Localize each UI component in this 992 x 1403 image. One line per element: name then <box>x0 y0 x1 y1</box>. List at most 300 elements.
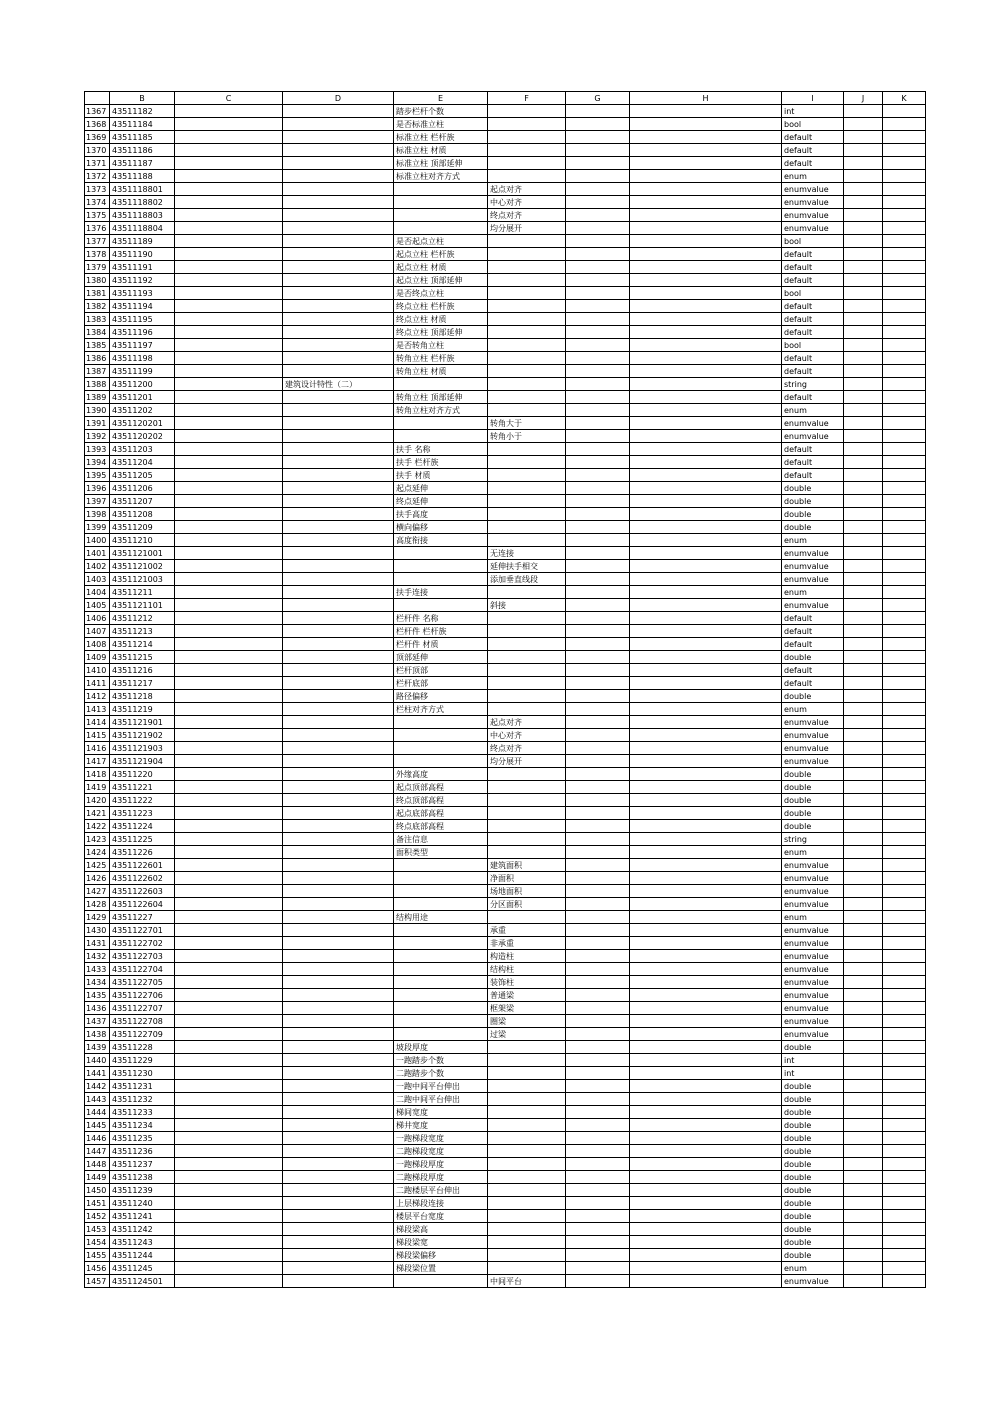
cell-f[interactable] <box>488 521 566 534</box>
row-number[interactable]: 1457 <box>85 1275 110 1288</box>
cell-d[interactable] <box>283 781 394 794</box>
row-number[interactable]: 1456 <box>85 1262 110 1275</box>
cell-h[interactable] <box>630 547 782 560</box>
cell-i[interactable]: default <box>782 443 844 456</box>
cell-b[interactable]: 43511197 <box>110 339 175 352</box>
cell-f[interactable] <box>488 404 566 417</box>
cell-b[interactable]: 4351120201 <box>110 417 175 430</box>
cell-e[interactable] <box>394 1028 488 1041</box>
cell-h[interactable] <box>630 755 782 768</box>
cell-c[interactable] <box>175 196 283 209</box>
cell-h[interactable] <box>630 573 782 586</box>
cell-i[interactable]: enumvalue <box>782 560 844 573</box>
cell-i[interactable]: default <box>782 144 844 157</box>
cell-k[interactable] <box>883 872 926 885</box>
cell-g[interactable] <box>566 521 630 534</box>
cell-e[interactable] <box>394 378 488 391</box>
cell-k[interactable] <box>883 391 926 404</box>
cell-f[interactable] <box>488 469 566 482</box>
cell-j[interactable] <box>844 742 883 755</box>
cell-d[interactable] <box>283 625 394 638</box>
cell-h[interactable] <box>630 976 782 989</box>
cell-f[interactable]: 装饰柱 <box>488 976 566 989</box>
cell-g[interactable] <box>566 1080 630 1093</box>
row-number[interactable]: 1374 <box>85 196 110 209</box>
row-number[interactable]: 1370 <box>85 144 110 157</box>
cell-h[interactable] <box>630 794 782 807</box>
cell-h[interactable] <box>630 599 782 612</box>
cell-h[interactable] <box>630 469 782 482</box>
cell-h[interactable] <box>630 716 782 729</box>
cell-c[interactable] <box>175 118 283 131</box>
cell-d[interactable] <box>283 573 394 586</box>
cell-f[interactable]: 添加垂直线段 <box>488 573 566 586</box>
cell-i[interactable]: enumvalue <box>782 755 844 768</box>
cell-e[interactable]: 转角立柱 栏杆族 <box>394 352 488 365</box>
cell-g[interactable] <box>566 950 630 963</box>
cell-b[interactable]: 43511205 <box>110 469 175 482</box>
cell-j[interactable] <box>844 534 883 547</box>
cell-f[interactable] <box>488 144 566 157</box>
cell-g[interactable] <box>566 768 630 781</box>
cell-k[interactable] <box>883 625 926 638</box>
cell-g[interactable] <box>566 716 630 729</box>
cell-h[interactable] <box>630 313 782 326</box>
cell-f[interactable] <box>488 1223 566 1236</box>
cell-c[interactable] <box>175 1275 283 1288</box>
cell-j[interactable] <box>844 1054 883 1067</box>
cell-k[interactable] <box>883 404 926 417</box>
cell-c[interactable] <box>175 1132 283 1145</box>
cell-c[interactable] <box>175 1119 283 1132</box>
cell-g[interactable] <box>566 170 630 183</box>
cell-f[interactable] <box>488 1158 566 1171</box>
cell-j[interactable] <box>844 820 883 833</box>
cell-j[interactable] <box>844 157 883 170</box>
cell-h[interactable] <box>630 781 782 794</box>
cell-d[interactable] <box>283 118 394 131</box>
cell-g[interactable] <box>566 417 630 430</box>
cell-i[interactable]: double <box>782 820 844 833</box>
cell-c[interactable] <box>175 1158 283 1171</box>
row-number[interactable]: 1413 <box>85 703 110 716</box>
cell-f[interactable] <box>488 170 566 183</box>
cell-k[interactable] <box>883 781 926 794</box>
cell-j[interactable] <box>844 1236 883 1249</box>
cell-b[interactable]: 43511203 <box>110 443 175 456</box>
cell-d[interactable] <box>283 365 394 378</box>
row-number[interactable]: 1405 <box>85 599 110 612</box>
cell-g[interactable] <box>566 911 630 924</box>
cell-i[interactable]: string <box>782 833 844 846</box>
cell-d[interactable] <box>283 820 394 833</box>
cell-b[interactable]: 43511188 <box>110 170 175 183</box>
row-number[interactable]: 1371 <box>85 157 110 170</box>
row-number[interactable]: 1431 <box>85 937 110 950</box>
cell-i[interactable]: enumvalue <box>782 859 844 872</box>
cell-c[interactable] <box>175 365 283 378</box>
row-number[interactable]: 1430 <box>85 924 110 937</box>
cell-f[interactable]: 终点对齐 <box>488 209 566 222</box>
row-number[interactable]: 1435 <box>85 989 110 1002</box>
cell-d[interactable] <box>283 144 394 157</box>
cell-c[interactable] <box>175 1223 283 1236</box>
cell-d[interactable] <box>283 196 394 209</box>
cell-k[interactable] <box>883 1210 926 1223</box>
cell-h[interactable] <box>630 1119 782 1132</box>
cell-f[interactable] <box>488 703 566 716</box>
cell-i[interactable]: double <box>782 1223 844 1236</box>
cell-g[interactable] <box>566 664 630 677</box>
row-number[interactable]: 1424 <box>85 846 110 859</box>
cell-e[interactable]: 终点顶部高程 <box>394 794 488 807</box>
cell-i[interactable]: double <box>782 1080 844 1093</box>
cell-k[interactable] <box>883 768 926 781</box>
cell-h[interactable] <box>630 339 782 352</box>
cell-c[interactable] <box>175 391 283 404</box>
cell-k[interactable] <box>883 924 926 937</box>
cell-g[interactable] <box>566 872 630 885</box>
cell-b[interactable]: 4351122708 <box>110 1015 175 1028</box>
cell-f[interactable] <box>488 846 566 859</box>
cell-k[interactable] <box>883 1002 926 1015</box>
cell-j[interactable] <box>844 625 883 638</box>
cell-e[interactable]: 二跑梯段厚度 <box>394 1171 488 1184</box>
cell-e[interactable] <box>394 547 488 560</box>
cell-j[interactable] <box>844 651 883 664</box>
cell-e[interactable] <box>394 950 488 963</box>
cell-c[interactable] <box>175 859 283 872</box>
cell-f[interactable] <box>488 820 566 833</box>
row-number[interactable]: 1417 <box>85 755 110 768</box>
cell-f[interactable] <box>488 1041 566 1054</box>
cell-k[interactable] <box>883 339 926 352</box>
cell-f[interactable] <box>488 1145 566 1158</box>
cell-i[interactable]: double <box>782 1041 844 1054</box>
cell-d[interactable] <box>283 534 394 547</box>
cell-d[interactable] <box>283 131 394 144</box>
cell-k[interactable] <box>883 937 926 950</box>
cell-e[interactable]: 扶手 名称 <box>394 443 488 456</box>
cell-j[interactable] <box>844 898 883 911</box>
cell-g[interactable] <box>566 781 630 794</box>
row-number[interactable]: 1439 <box>85 1041 110 1054</box>
cell-h[interactable] <box>630 183 782 196</box>
cell-f[interactable] <box>488 365 566 378</box>
cell-c[interactable] <box>175 1197 283 1210</box>
cell-j[interactable] <box>844 1249 883 1262</box>
cell-i[interactable]: double <box>782 1132 844 1145</box>
cell-e[interactable]: 扶手 材质 <box>394 469 488 482</box>
cell-d[interactable] <box>283 170 394 183</box>
cell-g[interactable] <box>566 508 630 521</box>
cell-j[interactable] <box>844 1093 883 1106</box>
cell-d[interactable] <box>283 404 394 417</box>
cell-e[interactable]: 栏杆底部 <box>394 677 488 690</box>
cell-h[interactable] <box>630 586 782 599</box>
cell-i[interactable]: default <box>782 664 844 677</box>
cell-h[interactable] <box>630 1054 782 1067</box>
row-number[interactable]: 1418 <box>85 768 110 781</box>
row-number[interactable]: 1402 <box>85 560 110 573</box>
cell-i[interactable]: enumvalue <box>782 417 844 430</box>
cell-g[interactable] <box>566 586 630 599</box>
cell-f[interactable] <box>488 287 566 300</box>
cell-e[interactable] <box>394 209 488 222</box>
cell-h[interactable] <box>630 196 782 209</box>
cell-d[interactable] <box>283 911 394 924</box>
cell-c[interactable] <box>175 287 283 300</box>
cell-f[interactable] <box>488 105 566 118</box>
cell-k[interactable] <box>883 1028 926 1041</box>
cell-g[interactable] <box>566 404 630 417</box>
cell-k[interactable] <box>883 586 926 599</box>
cell-g[interactable] <box>566 1041 630 1054</box>
cell-f[interactable] <box>488 235 566 248</box>
cell-j[interactable] <box>844 404 883 417</box>
cell-b[interactable]: 4351121101 <box>110 599 175 612</box>
cell-i[interactable]: double <box>782 807 844 820</box>
cell-e[interactable]: 梯段梁位置 <box>394 1262 488 1275</box>
cell-h[interactable] <box>630 989 782 1002</box>
cell-d[interactable] <box>283 326 394 339</box>
cell-c[interactable] <box>175 326 283 339</box>
cell-e[interactable] <box>394 872 488 885</box>
cell-h[interactable] <box>630 1002 782 1015</box>
cell-j[interactable] <box>844 859 883 872</box>
cell-f[interactable] <box>488 1067 566 1080</box>
cell-h[interactable] <box>630 521 782 534</box>
cell-j[interactable] <box>844 1080 883 1093</box>
cell-g[interactable] <box>566 1184 630 1197</box>
cell-d[interactable] <box>283 807 394 820</box>
cell-e[interactable]: 终点延伸 <box>394 495 488 508</box>
cell-d[interactable] <box>283 755 394 768</box>
cell-h[interactable] <box>630 105 782 118</box>
cell-e[interactable]: 一跑中间平台伸出 <box>394 1080 488 1093</box>
cell-h[interactable] <box>630 937 782 950</box>
cell-d[interactable] <box>283 521 394 534</box>
cell-d[interactable] <box>283 287 394 300</box>
cell-e[interactable]: 高度衔接 <box>394 534 488 547</box>
cell-b[interactable]: 43511239 <box>110 1184 175 1197</box>
cell-j[interactable] <box>844 872 883 885</box>
cell-e[interactable]: 是否起点立柱 <box>394 235 488 248</box>
cell-d[interactable] <box>283 989 394 1002</box>
cell-f[interactable] <box>488 1262 566 1275</box>
row-number[interactable]: 1434 <box>85 976 110 989</box>
cell-e[interactable]: 二跑梯段宽度 <box>394 1145 488 1158</box>
cell-j[interactable] <box>844 677 883 690</box>
row-number[interactable]: 1387 <box>85 365 110 378</box>
cell-e[interactable]: 标准立柱 顶部延伸 <box>394 157 488 170</box>
cell-g[interactable] <box>566 1119 630 1132</box>
cell-e[interactable]: 扶手连接 <box>394 586 488 599</box>
cell-d[interactable] <box>283 794 394 807</box>
cell-j[interactable] <box>844 1028 883 1041</box>
column-header-h[interactable]: H <box>630 92 782 105</box>
cell-k[interactable] <box>883 326 926 339</box>
cell-f[interactable] <box>488 1106 566 1119</box>
cell-b[interactable]: 43511190 <box>110 248 175 261</box>
row-number[interactable]: 1383 <box>85 313 110 326</box>
cell-e[interactable]: 转角立柱 顶部延伸 <box>394 391 488 404</box>
cell-j[interactable] <box>844 1262 883 1275</box>
cell-g[interactable] <box>566 846 630 859</box>
cell-g[interactable] <box>566 534 630 547</box>
cell-j[interactable] <box>844 170 883 183</box>
cell-i[interactable]: enumvalue <box>782 885 844 898</box>
cell-i[interactable]: default <box>782 365 844 378</box>
row-number[interactable]: 1385 <box>85 339 110 352</box>
cell-i[interactable]: default <box>782 157 844 170</box>
cell-h[interactable] <box>630 1197 782 1210</box>
cell-d[interactable] <box>283 846 394 859</box>
cell-g[interactable] <box>566 326 630 339</box>
column-header-f[interactable]: F <box>488 92 566 105</box>
row-number[interactable]: 1393 <box>85 443 110 456</box>
cell-d[interactable] <box>283 703 394 716</box>
cell-c[interactable] <box>175 183 283 196</box>
cell-k[interactable] <box>883 599 926 612</box>
cell-k[interactable] <box>883 1015 926 1028</box>
cell-b[interactable]: 43511184 <box>110 118 175 131</box>
cell-d[interactable] <box>283 1171 394 1184</box>
cell-h[interactable] <box>630 1067 782 1080</box>
cell-i[interactable]: double <box>782 781 844 794</box>
cell-i[interactable]: default <box>782 274 844 287</box>
cell-g[interactable] <box>566 261 630 274</box>
cell-d[interactable] <box>283 183 394 196</box>
cell-f[interactable] <box>488 1054 566 1067</box>
row-number[interactable]: 1438 <box>85 1028 110 1041</box>
cell-j[interactable] <box>844 417 883 430</box>
cell-c[interactable] <box>175 820 283 833</box>
cell-b[interactable]: 43511222 <box>110 794 175 807</box>
cell-h[interactable] <box>630 326 782 339</box>
cell-b[interactable]: 43511221 <box>110 781 175 794</box>
cell-i[interactable]: enumvalue <box>782 872 844 885</box>
cell-j[interactable] <box>844 664 883 677</box>
cell-d[interactable] <box>283 1054 394 1067</box>
cell-b[interactable]: 43511192 <box>110 274 175 287</box>
row-number[interactable]: 1453 <box>85 1223 110 1236</box>
row-number[interactable]: 1425 <box>85 859 110 872</box>
cell-i[interactable]: default <box>782 456 844 469</box>
cell-e[interactable] <box>394 599 488 612</box>
cell-b[interactable]: 43511214 <box>110 638 175 651</box>
cell-k[interactable] <box>883 118 926 131</box>
cell-j[interactable] <box>844 443 883 456</box>
cell-d[interactable] <box>283 950 394 963</box>
cell-g[interactable] <box>566 183 630 196</box>
cell-k[interactable] <box>883 1145 926 1158</box>
cell-c[interactable] <box>175 1145 283 1158</box>
cell-k[interactable] <box>883 755 926 768</box>
cell-c[interactable] <box>175 963 283 976</box>
cell-d[interactable] <box>283 430 394 443</box>
cell-i[interactable]: double <box>782 521 844 534</box>
cell-i[interactable]: double <box>782 1197 844 1210</box>
cell-g[interactable] <box>566 989 630 1002</box>
cell-h[interactable] <box>630 417 782 430</box>
cell-g[interactable] <box>566 1249 630 1262</box>
cell-b[interactable]: 4351122701 <box>110 924 175 937</box>
cell-e[interactable]: 梯段梁宽 <box>394 1236 488 1249</box>
row-number[interactable]: 1450 <box>85 1184 110 1197</box>
column-header-g[interactable]: G <box>566 92 630 105</box>
cell-f[interactable] <box>488 508 566 521</box>
cell-c[interactable] <box>175 443 283 456</box>
cell-j[interactable] <box>844 950 883 963</box>
cell-g[interactable] <box>566 599 630 612</box>
cell-c[interactable] <box>175 274 283 287</box>
cell-i[interactable]: double <box>782 1184 844 1197</box>
cell-j[interactable] <box>844 118 883 131</box>
cell-b[interactable]: 4351122707 <box>110 1002 175 1015</box>
cell-h[interactable] <box>630 872 782 885</box>
cell-c[interactable] <box>175 1054 283 1067</box>
cell-b[interactable]: 43511191 <box>110 261 175 274</box>
cell-b[interactable]: 43511218 <box>110 690 175 703</box>
cell-f[interactable] <box>488 833 566 846</box>
cell-j[interactable] <box>844 209 883 222</box>
cell-h[interactable] <box>630 144 782 157</box>
cell-j[interactable] <box>844 287 883 300</box>
cell-d[interactable] <box>283 248 394 261</box>
cell-e[interactable]: 栏杆件 材质 <box>394 638 488 651</box>
cell-c[interactable] <box>175 1210 283 1223</box>
cell-f[interactable]: 转角大于 <box>488 417 566 430</box>
cell-k[interactable] <box>883 989 926 1002</box>
cell-b[interactable]: 43511217 <box>110 677 175 690</box>
cell-e[interactable]: 栏杆顶部 <box>394 664 488 677</box>
cell-j[interactable] <box>844 612 883 625</box>
cell-k[interactable] <box>883 703 926 716</box>
cell-c[interactable] <box>175 872 283 885</box>
cell-g[interactable] <box>566 638 630 651</box>
cell-g[interactable] <box>566 1262 630 1275</box>
cell-g[interactable] <box>566 625 630 638</box>
cell-j[interactable] <box>844 1015 883 1028</box>
cell-b[interactable]: 43511198 <box>110 352 175 365</box>
cell-f[interactable] <box>488 1119 566 1132</box>
cell-b[interactable]: 43511232 <box>110 1093 175 1106</box>
cell-f[interactable] <box>488 313 566 326</box>
cell-h[interactable] <box>630 1262 782 1275</box>
cell-f[interactable] <box>488 339 566 352</box>
cell-k[interactable] <box>883 1041 926 1054</box>
cell-h[interactable] <box>630 352 782 365</box>
cell-c[interactable] <box>175 222 283 235</box>
cell-j[interactable] <box>844 1002 883 1015</box>
cell-j[interactable] <box>844 1145 883 1158</box>
cell-f[interactable]: 过梁 <box>488 1028 566 1041</box>
cell-c[interactable] <box>175 599 283 612</box>
cell-j[interactable] <box>844 1197 883 1210</box>
cell-k[interactable] <box>883 651 926 664</box>
cell-h[interactable] <box>630 248 782 261</box>
cell-f[interactable]: 无连接 <box>488 547 566 560</box>
cell-j[interactable] <box>844 547 883 560</box>
row-number[interactable]: 1400 <box>85 534 110 547</box>
cell-g[interactable] <box>566 547 630 560</box>
cell-j[interactable] <box>844 911 883 924</box>
cell-f[interactable] <box>488 274 566 287</box>
cell-k[interactable] <box>883 365 926 378</box>
row-number[interactable]: 1384 <box>85 326 110 339</box>
cell-c[interactable] <box>175 1041 283 1054</box>
